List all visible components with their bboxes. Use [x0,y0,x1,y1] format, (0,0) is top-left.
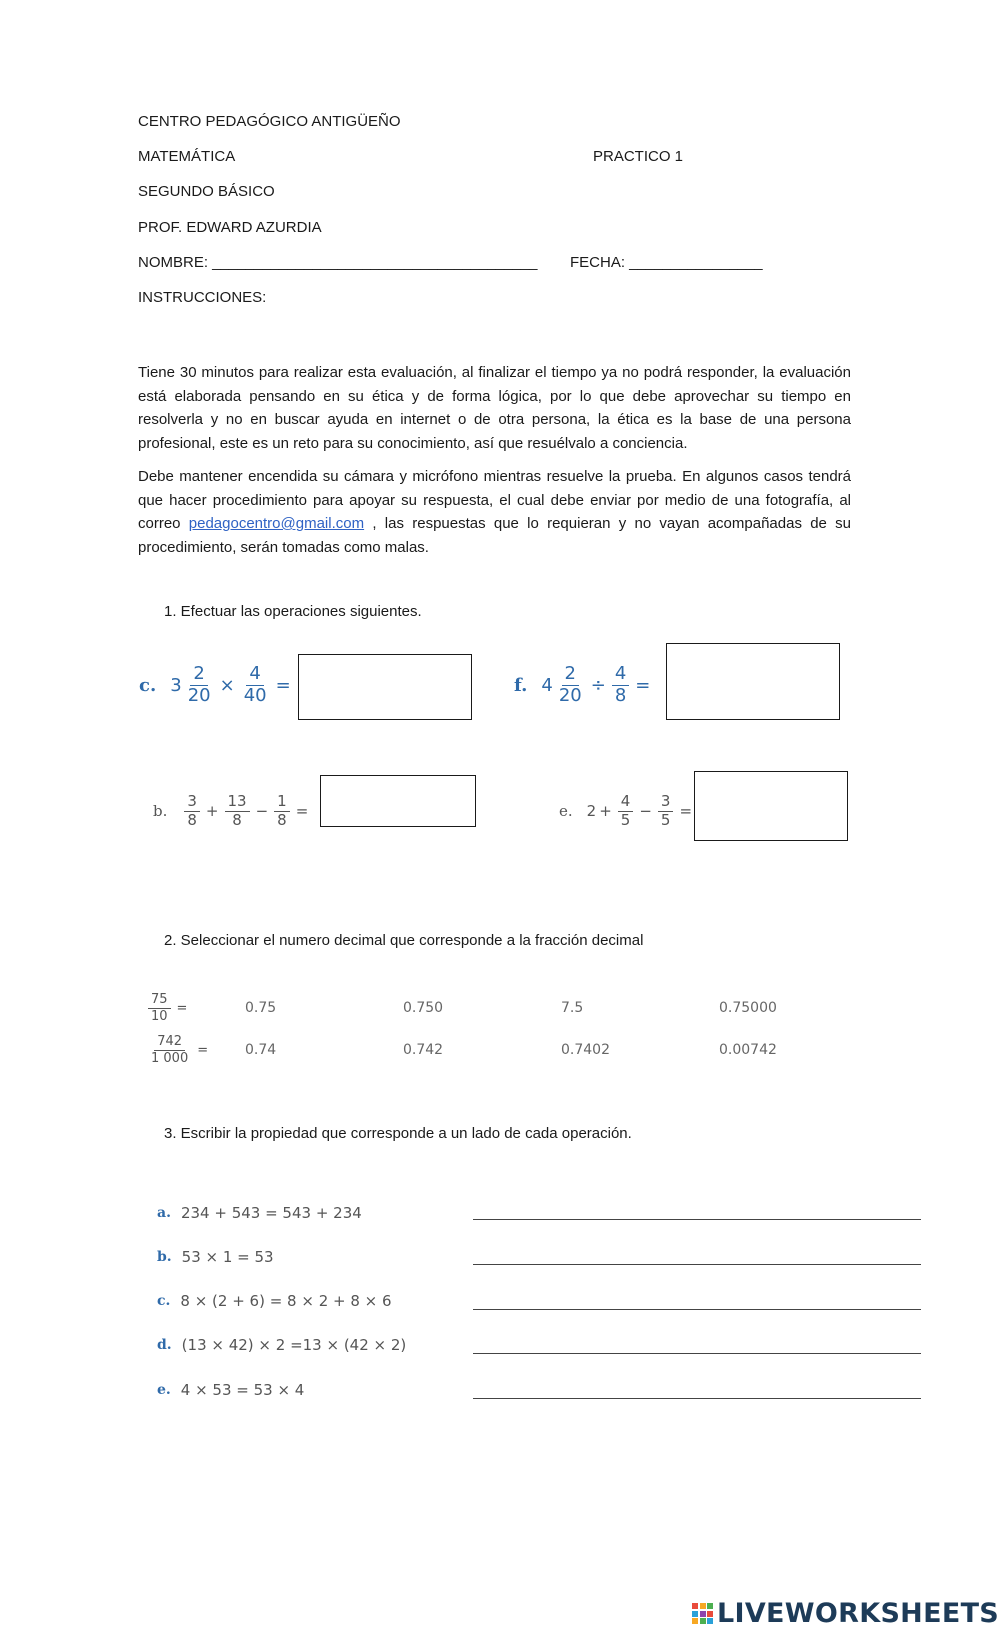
item-label-c: c. [139,674,157,696]
operator: × [219,674,235,696]
fraction [241,665,270,706]
denominator: 8 [232,810,242,829]
item-label-e: e. [157,1382,171,1398]
property-expression: 53 × 1 = 53 [181,1248,274,1266]
denominator: 5 [620,810,631,829]
answer-line-d[interactable] [473,1352,921,1354]
answer-box-c[interactable] [298,654,472,720]
item-label-b: b. [153,802,168,821]
grade: SEGUNDO BÁSICO [138,183,275,200]
numerator: 4 [246,665,263,686]
operator: + [599,802,612,821]
decimal-option[interactable]: 0.00742 [719,1042,777,1058]
fraction [225,794,250,829]
operator: ÷ [590,674,606,696]
liveworksheets-logo [692,1598,999,1629]
logo-square [700,1603,706,1609]
fraction [148,1035,191,1065]
equals-sign: = [295,802,309,821]
instructions-paragraph-2 [138,465,851,559]
property-expression: 8 × (2 + 6) = 8 × 2 + 8 × 6 [180,1292,392,1310]
property-item-b [157,1248,274,1266]
item-label-f: f. [514,674,528,696]
numerator: 4 [618,794,634,812]
denominator: 8 [277,810,287,829]
fraction [618,794,634,829]
whole-number: 4 [541,674,553,696]
property-item-d [157,1336,406,1354]
operation-b [153,794,311,829]
item-label-e: e. [559,802,573,821]
numerator: 4 [612,665,629,686]
question-3-title: 3. Escribir la propiedad que corresponde a un lado de cada operación. [164,1125,632,1142]
school-name: CENTRO PEDAGÓGICO ANTIGÜEÑO [138,113,401,130]
item-label-c: c. [157,1293,171,1309]
operator: − [255,802,269,821]
answer-box-f[interactable] [666,643,840,720]
equals-sign: = [275,674,291,696]
numerator: 742 [154,1035,185,1051]
logo-square [692,1618,698,1624]
answer-line-c[interactable] [473,1308,921,1310]
operator: − [639,802,652,821]
logo-square [707,1611,713,1617]
decimal-option[interactable]: 0.742 [403,1042,444,1058]
fraction [612,665,629,706]
operator: + [205,802,219,821]
logo-square [707,1618,713,1624]
name-field: NOMBRE: _______________________________________ [138,254,538,271]
date-field: FECHA: ________________ [570,254,763,271]
denominator: 10 [151,1008,168,1024]
decimal-option[interactable]: 0.75 [245,1000,277,1016]
fraction [185,665,214,706]
logo-square [700,1611,706,1617]
answer-box-e[interactable] [694,771,848,841]
decimal-option[interactable]: 0.74 [245,1042,277,1058]
denominator: 20 [558,684,582,706]
equals-sign: = [176,1000,188,1016]
numerator: 2 [190,665,207,686]
denominator: 8 [614,684,627,706]
denominator: 5 [660,810,671,829]
logo-square [700,1618,706,1624]
answer-box-b[interactable] [320,775,476,827]
whole-number: 2 [586,802,597,821]
fraction-75-10 [145,993,190,1023]
item-label-d: d. [157,1337,172,1353]
instructions-text-b: , las respuestas que lo requieran y no vayan acompañadas de su procedimiento, serán tomadas como malas. [138,515,851,556]
item-label-b: b. [157,1249,172,1265]
operation-f [514,665,653,706]
decimal-option[interactable]: 7.5 [561,1000,584,1016]
denominator: 1 000 [151,1050,189,1066]
logo-square [692,1611,698,1617]
email-link[interactable]: pedagocentro@gmail.com [188,515,365,532]
answer-line-b[interactable] [473,1263,921,1265]
fraction [184,794,200,829]
question-1-title: 1. Efectuar las operaciones siguientes. [164,603,422,620]
property-expression: (13 × 42) × 2 =13 × (42 × 2) [181,1336,407,1354]
numerator: 75 [148,993,171,1009]
logo-square [707,1603,713,1609]
numerator: 1 [274,794,290,812]
item-label-a: a. [157,1205,171,1221]
numerator: 3 [658,794,674,812]
operation-e [559,794,695,829]
instructions-paragraph-1: Tiene 30 minutos para realizar esta evaluación, al finalizar el tiempo ya no podrá responder, la evaluación está elaborada pensando en su ética y de forma lógica, por lo que debe aprovechar su tiempo en resolverla y no en buscar ayuda en internet o de otra persona, la ética es la base de una persona profesional, este es un reto para su conocimiento, así que resuélvalo a conciencia. [138,364,851,452]
equals-sign: = [679,802,693,821]
logo-square [692,1603,698,1609]
answer-line-a[interactable] [473,1218,921,1220]
logo-text: LIVEWORKSHEETS [717,1598,1000,1629]
teacher: PROF. EDWARD AZURDIA [138,219,322,236]
answer-line-e[interactable] [473,1397,921,1399]
denominator: 40 [243,684,267,706]
property-item-a [157,1204,362,1222]
equals-sign: = [197,1042,209,1058]
question-2-title: 2. Seleccionar el numero decimal que corresponde a la fracción decimal [164,932,644,949]
numerator: 3 [184,794,200,812]
fraction-742-1000 [145,1035,211,1065]
denominator: 8 [187,810,197,829]
decimal-option[interactable]: 0.7402 [561,1042,610,1058]
equals-sign: = [635,674,651,696]
whole-number: 3 [170,674,182,696]
operation-c [139,665,294,706]
decimal-option[interactable]: 0.750 [403,1000,444,1016]
instructions-text-a: Debe mantener encendida su cámara y micrófono mientras resuelve la prueba. En algunos casos tendrá que hacer procedimiento para apoyar su respuesta, el cual debe enviar por medio de una fotografía, al correo [138,468,851,532]
property-expression: 4 × 53 = 53 × 4 [180,1381,305,1399]
fraction [556,665,585,706]
logo-grid-icon [692,1603,713,1624]
subject: MATEMÁTICA [138,148,236,165]
property-item-e [157,1381,304,1399]
fraction [658,794,674,829]
numerator: 2 [562,665,579,686]
denominator: 20 [187,684,211,706]
fraction [274,794,290,829]
property-expression: 234 + 543 = 543 + 234 [180,1204,362,1222]
fraction [148,993,171,1023]
numerator: 13 [225,794,250,812]
practice-title: PRACTICO 1 [593,148,684,165]
instructions-label: INSTRUCCIONES: [138,289,267,306]
property-item-c [157,1292,392,1310]
decimal-option[interactable]: 0.75000 [719,1000,777,1016]
